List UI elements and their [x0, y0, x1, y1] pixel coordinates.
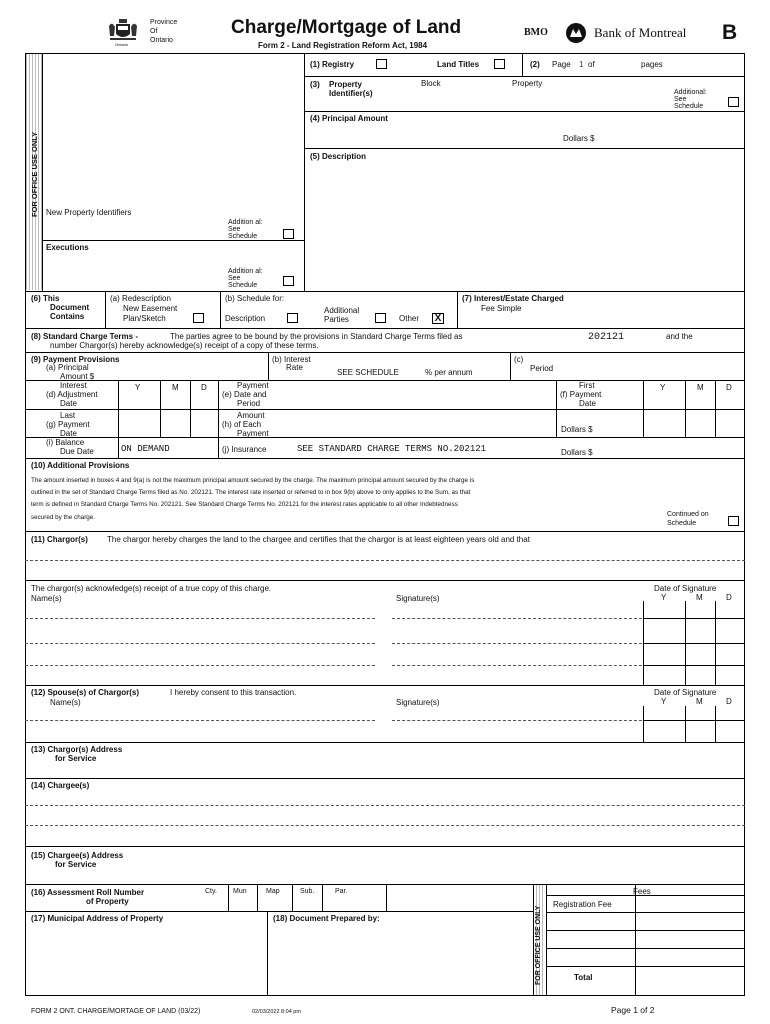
registration-fee-label: Registration Fee — [553, 900, 612, 909]
box9-d-l2: (d) Adjustment — [46, 390, 98, 399]
property-col-label: Property — [512, 79, 543, 88]
box9-f-l1: First — [579, 381, 595, 390]
land-titles-checkbox[interactable] — [494, 59, 505, 69]
registry-checkbox[interactable] — [376, 59, 387, 69]
left-additional-l2: See — [228, 226, 241, 233]
other-checkbox[interactable]: X — [432, 313, 444, 324]
continued-schedule-checkbox[interactable] — [728, 516, 739, 526]
province-line1: Province — [150, 19, 178, 26]
box12-date-sig: Date of Signature — [654, 688, 717, 697]
box9-a-l1: (a) Principal — [46, 363, 89, 372]
box3-additional-l1: Additional: — [674, 89, 707, 96]
property-label-l1: Property — [329, 80, 362, 89]
page-number: 1 — [579, 60, 584, 69]
first-y-header: Y — [660, 383, 666, 392]
form-subtitle: Form 2 - Land Registration Reform Act, 1984 — [258, 41, 428, 50]
box7-value: Fee Simple — [481, 304, 522, 313]
box9-c-l2: Period — [530, 364, 554, 373]
box7-label: (7) Interest/Estate Charged — [462, 294, 564, 303]
province-line2: Of — [150, 28, 158, 35]
box11-y: Y — [661, 593, 667, 602]
box6-a-l1: (a) Redescription — [110, 294, 171, 303]
box11-text: The chargor hereby charges the land to the chargee and certifies that the chargor is at least eighteen years old and that — [107, 535, 530, 544]
box9-e-l1: Payment — [237, 381, 269, 390]
box9-j-label: (j) Insurance — [222, 445, 267, 454]
box6-b-label: (b) Schedule for: — [225, 294, 285, 303]
box5-label: (5) Description — [310, 152, 367, 161]
box12-names: Name(s) — [50, 698, 81, 707]
per-annum-label: % per annum — [425, 368, 473, 377]
mun-label: Mun — [233, 888, 247, 895]
box11-label: (11) Chargor(s) — [31, 535, 88, 544]
interest-rate-value: SEE SCHEDULE — [337, 368, 399, 377]
property-label-l2: Identifier(s) — [329, 89, 373, 98]
first-d-header: D — [726, 383, 732, 392]
box9-j-dollars: Dollars $ — [561, 448, 593, 457]
block-label: Block — [421, 79, 441, 88]
box15-label-l1: (15) Chargee(s) Address — [31, 851, 124, 860]
first-m-header: M — [697, 383, 704, 392]
box11-d: D — [726, 593, 732, 602]
box12-signatures: Signature(s) — [396, 698, 440, 707]
box2-label: (2) — [530, 60, 540, 69]
box9-g-l1: Last — [60, 411, 76, 420]
pages-label: pages — [641, 60, 663, 69]
page-title: Charge/Mortgage of Land — [231, 17, 462, 38]
box3-schedule-checkbox[interactable] — [728, 97, 739, 107]
box10-line2: outlined in the set of Standard Charge Terms filed as No. 202121. The interest rate inserted or referred to in box 9(b) above to only applies to the Sum, as that — [31, 489, 471, 496]
balance-due-value: ON DEMAND — [121, 444, 170, 454]
box10-label: (10) Additional Provisions — [31, 461, 130, 470]
box4-dollars: Dollars $ — [563, 134, 595, 143]
description-checkbox[interactable] — [287, 313, 298, 323]
left-additional-l1: Addition al: — [228, 219, 263, 226]
box9-b-l1: (b) Interest — [272, 355, 311, 364]
box9-b-l2: Rate — [286, 363, 303, 372]
standard-charge-number: 202121 — [588, 332, 625, 343]
box9-label: (9) Payment Provisions — [31, 355, 120, 364]
cty-label: Cty. — [205, 888, 217, 895]
box12-m: M — [696, 697, 703, 706]
box8-and-the: and the — [666, 332, 693, 341]
province-line3: Ontario — [150, 37, 173, 44]
box8-text1: The parties agree to be bound by the provisions in Standard Charge Terms filed as — [170, 332, 463, 341]
box17-label: (17) Municipal Address of Property — [31, 914, 164, 923]
bmo-text: BMO — [524, 27, 548, 38]
box10-line4: secured by the charge. — [31, 514, 96, 521]
box9-f-l3: Date — [579, 399, 596, 408]
box9-g-l2: (g) Payment — [46, 420, 90, 429]
bmo-roundel-icon — [565, 22, 587, 44]
executions-label: Executions — [46, 243, 89, 252]
par-label: Par. — [335, 888, 348, 895]
exec-additional-l1: Addition al: — [228, 268, 263, 275]
box9-h-l1: Amount — [237, 411, 265, 420]
box9-g-l3: Date — [60, 429, 77, 438]
box9-i-l2: Due Date — [60, 447, 94, 456]
bank-name: Bank of Montreal — [594, 25, 687, 40]
adj-y-header: Y — [135, 383, 141, 392]
insurance-value: SEE STANDARD CHARGE TERMS NO.202121 — [297, 444, 487, 454]
redescription-checkbox[interactable] — [193, 313, 204, 323]
box9-c-l1: (c) — [514, 355, 524, 364]
identifiers-schedule-checkbox[interactable] — [283, 229, 294, 239]
form-letter: B — [722, 21, 738, 44]
sub-label: Sub. — [300, 888, 315, 895]
box9-f-l2: (f) Payment — [560, 390, 602, 399]
box4-label: (4) Principal Amount — [310, 114, 388, 123]
box6-label-l3: Contains — [50, 312, 85, 321]
box13-label-l1: (13) Chargor(s) Address — [31, 745, 123, 754]
footer-page: Page 1 of 2 — [611, 1005, 655, 1015]
box1-label: (1) Registry — [310, 60, 355, 69]
box12-text: I hereby consent to this transaction. — [170, 688, 297, 697]
box11-date-sig: Date of Signature — [654, 584, 717, 593]
box9-h-l2: (h) of Each — [222, 420, 262, 429]
box16-label-l1: (16) Assessment Roll Number — [31, 888, 145, 897]
box13-label-l2: for Service — [55, 754, 97, 763]
box9-a-l2: Amount $ — [60, 372, 95, 381]
additional-parties-l2: Parties — [324, 315, 349, 324]
left-additional-l3: Schedule — [228, 233, 258, 240]
box11-names: Name(s) — [31, 594, 62, 603]
box3-label: (3) — [310, 80, 320, 89]
box15-label-l2: for Service — [55, 860, 97, 869]
continued-l2: Schedule — [667, 520, 697, 527]
additional-parties-l1: Additional — [324, 306, 360, 315]
fees-office-use-label: FOR OFFICE USE ONLY — [535, 905, 542, 985]
box11-ack: The chargor(s) acknowledge(s) receipt of a true copy of this charge. — [31, 584, 272, 593]
box18-label: (18) Document Prepared by: — [273, 914, 380, 923]
page-label: Page — [552, 60, 571, 69]
box9-i-l1: (i) Balance — [46, 438, 85, 447]
of-label: of — [588, 60, 595, 69]
box8-label: (8) Standard Charge Terms - — [31, 332, 138, 341]
box10-line3: term is defined in Standard Charge Terms No. 202121. See Standard Charge Terms No. 202121 for the interest rates applicable to all other Indebtedness — [31, 501, 458, 508]
box14-label: (14) Chargee(s) — [31, 781, 90, 790]
exec-additional-l3: Schedule — [228, 282, 258, 289]
footer-timestamp: 02/03/2022 8:04 pm — [252, 1009, 301, 1015]
footer-form-name: FORM 2 ONT. CHARGE/MORTAGE OF LAND (03/22) — [31, 1008, 201, 1015]
box3-additional-l2: See — [674, 96, 687, 103]
box9-h-dollars: Dollars $ — [561, 425, 593, 434]
box6-label-l1: (6) This — [31, 294, 60, 303]
continued-l1: Continued on — [667, 511, 709, 518]
fees-total-label: Total — [574, 973, 593, 982]
box9-e-l2: (e) Date and — [222, 390, 267, 399]
fees-title: Fees — [633, 887, 651, 896]
office-use-label: FOR OFFICE USE ONLY — [30, 131, 39, 217]
box9-e-l3: Period — [237, 399, 261, 408]
map-label: Map — [266, 888, 280, 895]
box12-d: D — [726, 697, 732, 706]
description-label: Description — [225, 314, 266, 323]
box3-additional-l3: Schedule — [674, 103, 704, 110]
box9-d-l3: Date — [60, 399, 77, 408]
box12-y: Y — [661, 697, 667, 706]
box10-line1: The amount inserted in boxes 4 and 9(a) is not the maximum principal amount secured by the charge. The maximum principal amount secured by the charge is — [31, 477, 475, 484]
box16-label-l2: of Property — [86, 897, 129, 906]
additional-parties-checkbox[interactable] — [375, 313, 386, 323]
box6-label-l2: Document — [50, 303, 90, 312]
box11-m: M — [696, 593, 703, 602]
box6-a-l3: Plan/Sketch — [123, 314, 166, 323]
box6-a-l2: New Easement — [123, 304, 178, 313]
box9-d-l1: Interest — [60, 381, 87, 390]
box12-label: (12) Spouse(s) of Chargor(s) — [31, 688, 140, 697]
coat-caption: Ontario — [115, 42, 129, 47]
exec-additional-l2: See — [228, 275, 241, 282]
executions-schedule-checkbox[interactable] — [283, 276, 294, 286]
adj-d-header: D — [201, 383, 207, 392]
new-property-identifiers: New Property Identifiers — [46, 208, 132, 217]
land-titles-label: Land Titles — [437, 60, 480, 69]
adj-m-header: M — [172, 383, 179, 392]
box11-signatures: Signature(s) — [396, 594, 440, 603]
box9-h-l3: Payment — [237, 429, 269, 438]
box8-text2: number Chargor(s) hereby acknowledge(s) receipt of a copy of these terms. — [50, 341, 319, 350]
other-label: Other — [399, 314, 420, 323]
